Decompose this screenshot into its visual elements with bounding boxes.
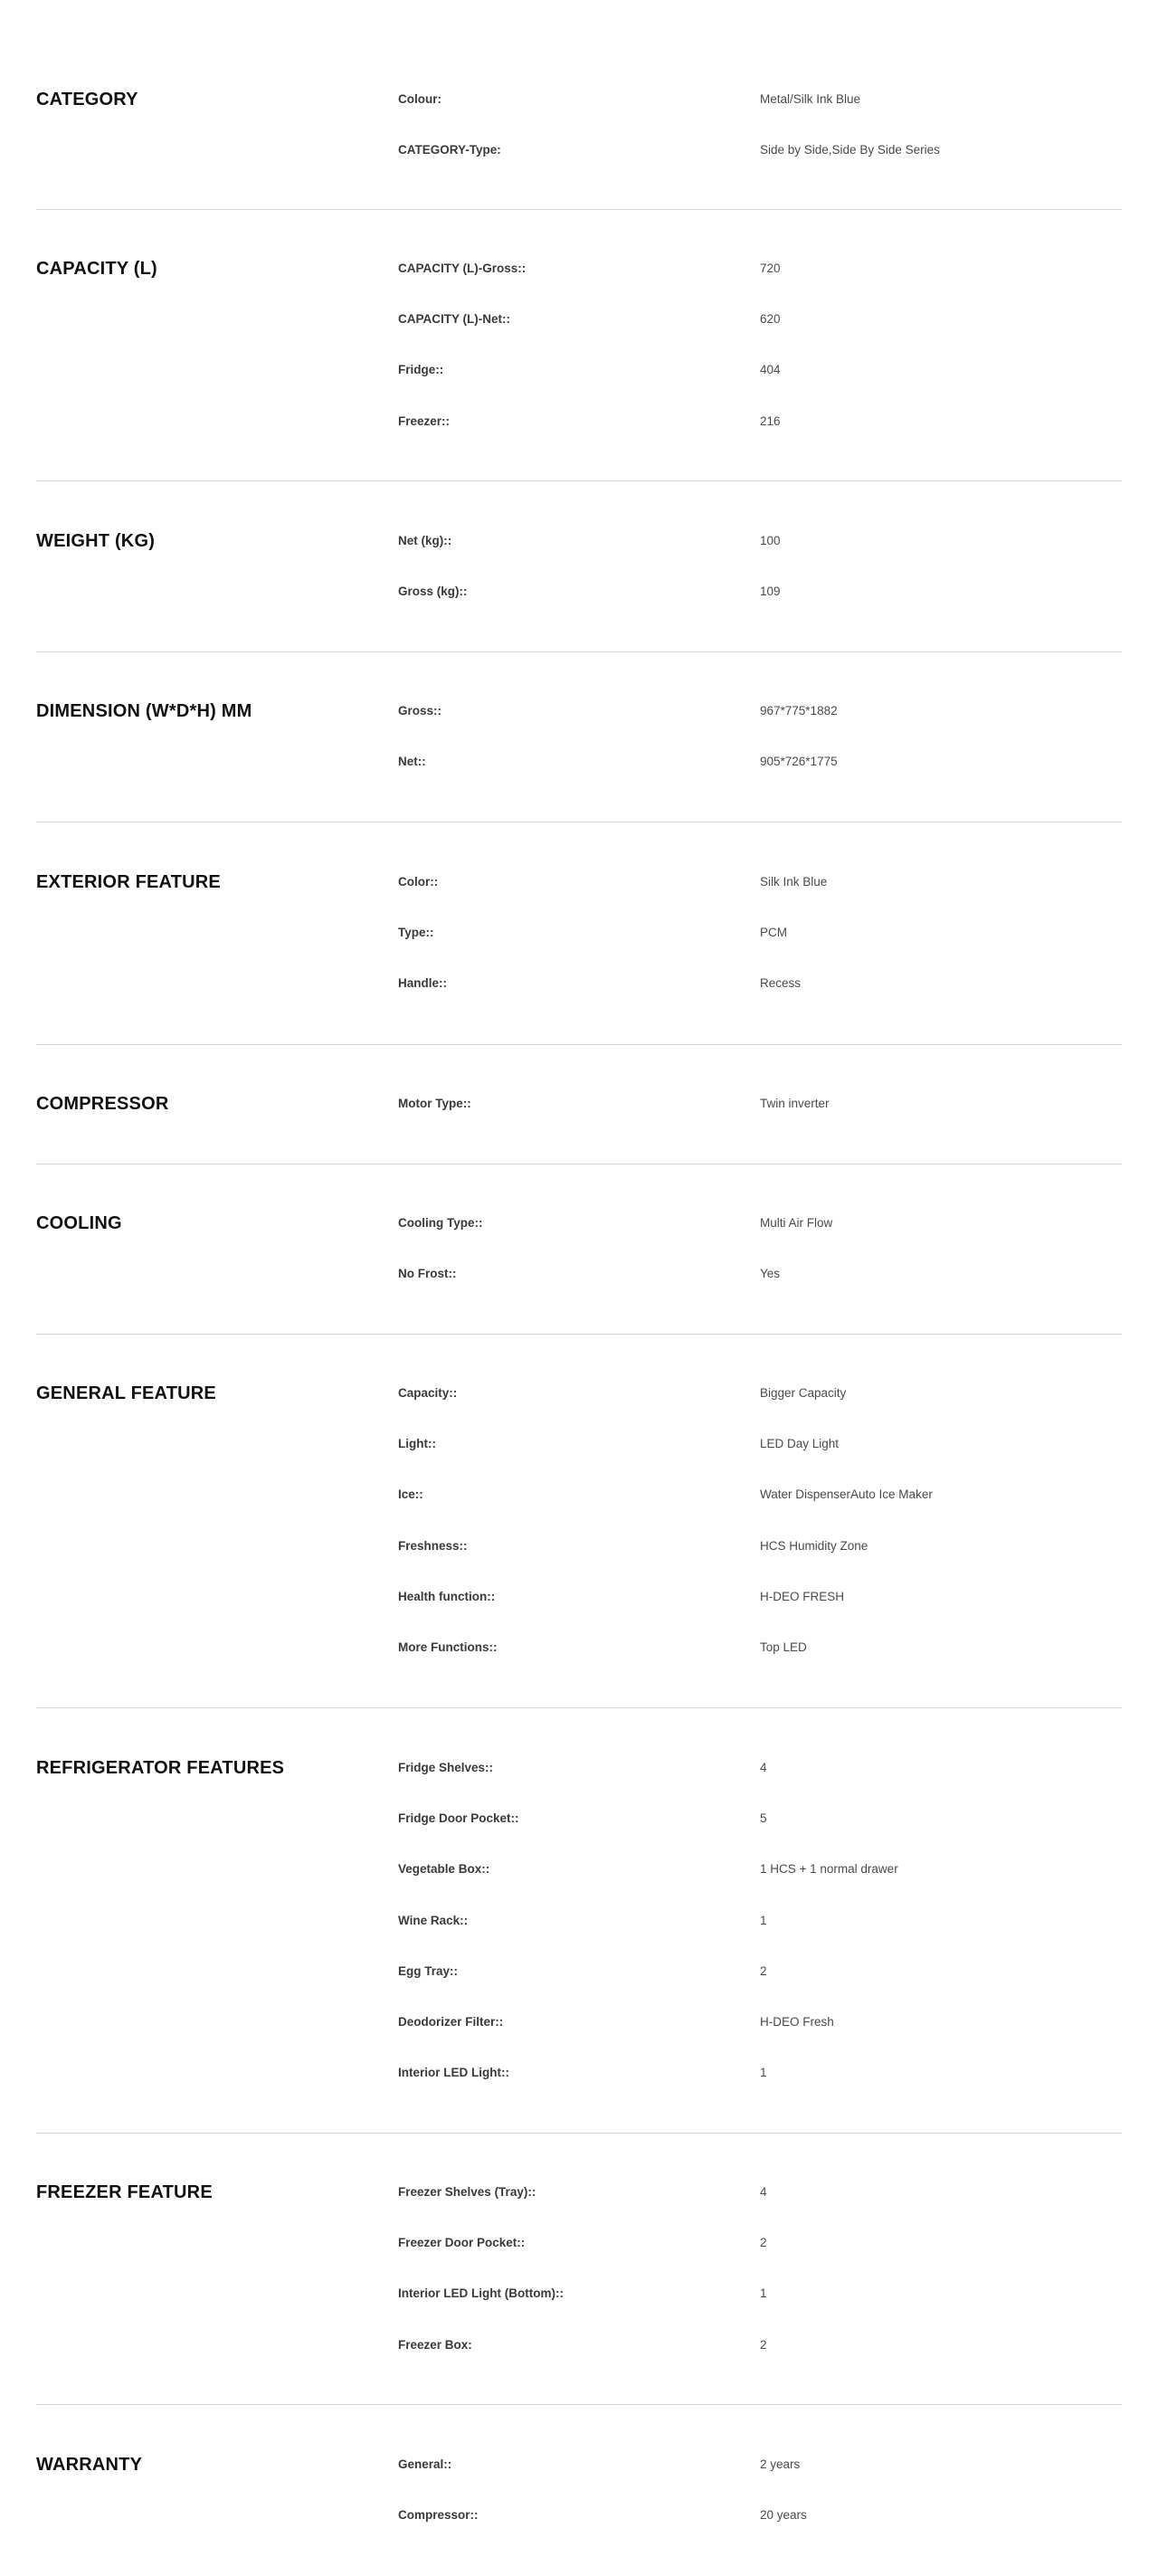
spec-value: H-DEO Fresh [760,2015,834,2029]
spec-value: Yes [760,1267,781,1280]
spec-row [36,1265,1122,1283]
section-title: CATEGORY [36,90,138,109]
section-divider [36,1707,1122,1708]
spec-row [36,924,1122,942]
spec-value: Side by Side,Side By Side Series [760,143,940,157]
section-divider [36,480,1122,481]
spec-label: Freezer:: [398,414,451,428]
spec-row [36,2234,1122,2252]
spec-row [36,1759,1122,1777]
section-title: CAPACITY (L) [36,259,157,279]
spec-label: Freezer Box: [398,2338,472,2352]
spec-label: Type:: [398,926,434,939]
spec-label: Ice:: [398,1488,423,1501]
spec-label: Deodorizer Filter:: [398,2015,504,2029]
spec-row [36,260,1122,278]
spec-value: 4 [760,2185,767,2199]
spec-row [36,532,1122,550]
section-divider [36,1334,1122,1335]
spec-value: Twin inverter [760,1097,830,1110]
spec-label: Gross (kg):: [398,585,468,598]
spec-label: Freezer Shelves (Tray):: [398,2185,536,2199]
spec-value: 20 years [760,2508,807,2522]
section-divider [36,209,1122,210]
spec-label: Vegetable Box:: [398,1862,490,1876]
spec-value: H-DEO FRESH [760,1590,845,1603]
spec-value: 2 years [760,2457,801,2471]
section-title: DIMENSION (W*D*H) MM [36,701,252,721]
spec-value: Bigger Capacity [760,1386,847,1400]
spec-row [36,1214,1122,1232]
spec-value: 404 [760,363,781,376]
spec-label: Handle:: [398,976,447,990]
section-title: WARRANTY [36,2455,143,2475]
section-title: EXTERIOR FEATURE [36,872,221,892]
section-title: WEIGHT (KG) [36,531,156,551]
spec-label: Egg Tray:: [398,1964,459,1978]
spec-value: 967*775*1882 [760,704,838,718]
spec-value: 1 [760,2286,767,2300]
spec-label: Light:: [398,1437,436,1450]
spec-row [36,1537,1122,1555]
spec-value: 1 [760,2066,767,2079]
section-title: GENERAL FEATURE [36,1383,216,1403]
spec-value: 1 HCS + 1 normal drawer [760,1862,898,1876]
section-title: FREEZER FEATURE [36,2182,213,2202]
spec-value: 5 [760,1811,767,1825]
spec-row [36,1435,1122,1453]
spec-label: Motor Type:: [398,1097,471,1110]
spec-value: LED Day Light [760,1437,840,1450]
spec-value: Water DispenserAuto Ice Maker [760,1488,933,1501]
section-divider [36,2133,1122,2134]
section-title: REFRIGERATOR FEATURES [36,1758,285,1778]
spec-value: Recess [760,976,802,990]
spec-label: Gross:: [398,704,442,718]
spec-value: Metal/Silk Ink Blue [760,92,861,106]
spec-label: Net (kg):: [398,534,452,547]
spec-label: Fridge Shelves:: [398,1761,494,1774]
section-title: COMPRESSOR [36,1094,169,1114]
spec-row [36,1588,1122,1606]
section-divider [36,2404,1122,2405]
spec-row [36,702,1122,720]
spec-value: 2 [760,2338,767,2352]
spec-label: Wine Rack:: [398,1914,469,1927]
spec-value: 216 [760,414,781,428]
spec-value: 720 [760,261,781,275]
section-divider [36,651,1122,652]
spec-row [36,753,1122,771]
spec-value: 2 [760,2236,767,2249]
spec-row [36,2183,1122,2201]
spec-label: CAPACITY (L)-Net:: [398,312,510,326]
spec-label: Interior LED Light:: [398,2066,509,2079]
spec-label: Health function:: [398,1590,496,1603]
spec-label: Compressor:: [398,2508,479,2522]
spec-row [36,873,1122,891]
spec-row [36,310,1122,328]
spec-label: More Functions:: [398,1640,498,1654]
spec-row [36,1912,1122,1930]
spec-label: Color:: [398,875,439,889]
spec-value: 4 [760,1761,767,1774]
spec-value: 2 [760,1964,767,1978]
spec-row [36,1095,1122,1113]
spec-label: CATEGORY-Type: [398,143,501,157]
section-title: COOLING [36,1213,122,1233]
spec-row [36,2456,1122,2474]
spec-value: PCM [760,926,787,939]
spec-label: Fridge Door Pocket:: [398,1811,519,1825]
spec-row [36,2336,1122,2354]
spec-row [36,2285,1122,2303]
spec-value: Multi Air Flow [760,1216,833,1230]
spec-label: CAPACITY (L)-Gross:: [398,261,527,275]
spec-row [36,413,1122,431]
spec-label: General:: [398,2457,452,2471]
spec-row [36,1486,1122,1504]
spec-row [36,2506,1122,2524]
spec-value: 905*726*1775 [760,755,838,768]
spec-value: 620 [760,312,781,326]
spec-label: Interior LED Light (Bottom):: [398,2286,564,2300]
spec-value: 109 [760,585,781,598]
spec-row [36,1810,1122,1828]
spec-row [36,1384,1122,1402]
spec-row [36,1860,1122,1878]
spec-label: Capacity:: [398,1386,458,1400]
spec-row [36,974,1122,993]
spec-label: Colour: [398,92,441,106]
spec-value: HCS Humidity Zone [760,1539,868,1553]
spec-value: 100 [760,534,781,547]
spec-row [36,2013,1122,2031]
spec-label: No Frost:: [398,1267,457,1280]
spec-value: Top LED [760,1640,807,1654]
spec-label: Net:: [398,755,426,768]
spec-row [36,1963,1122,1981]
spec-row [36,90,1122,109]
spec-label: Cooling Type:: [398,1216,483,1230]
spec-label: Fridge:: [398,363,444,376]
spec-row [36,361,1122,379]
spec-label: Freezer Door Pocket:: [398,2236,526,2249]
spec-value: 1 [760,1914,767,1927]
spec-label: Freshness:: [398,1539,468,1553]
spec-row [36,141,1122,159]
spec-row [36,1639,1122,1657]
spec-row [36,583,1122,601]
spec-row [36,2064,1122,2082]
spec-value: Silk Ink Blue [760,875,828,889]
section-divider [36,1044,1122,1045]
